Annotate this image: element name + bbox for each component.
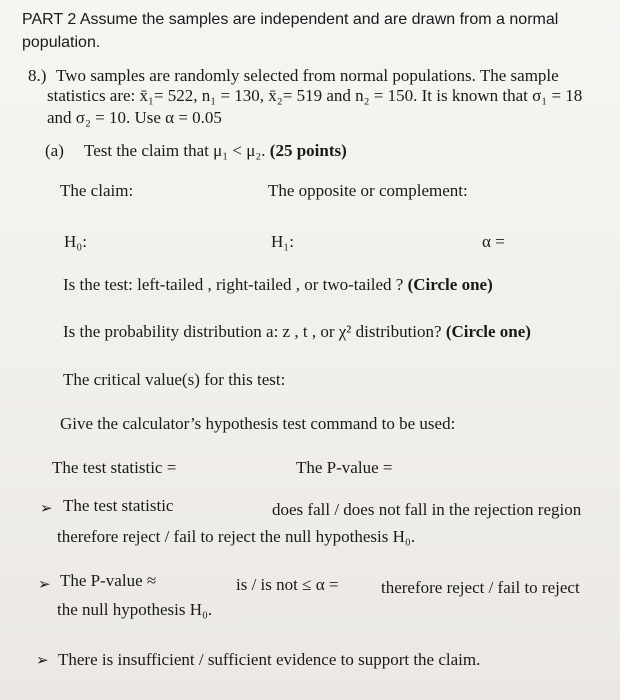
critical-value-prompt: The critical value(s) for this test:: [63, 370, 286, 389]
part-a-label: (a): [45, 141, 64, 160]
problem-number: 8.): [28, 66, 47, 85]
bullet-arrow-icon: ➢: [36, 651, 49, 669]
bullet-arrow-icon: ➢: [38, 575, 51, 593]
conclusion2-end: therefore reject / fail to reject: [381, 578, 580, 597]
part-a-claim: Test the claim that μ₁ < μ₂.: [84, 141, 266, 160]
distribution-question-text: Is the probability distribution a: z , t , or χ² distribution?: [63, 322, 442, 341]
part-header-line1: PART 2 Assume the samples are independent and are drawn from a normal: [22, 11, 559, 28]
conclusion2-mid: is / is not ≤ α =: [236, 575, 339, 594]
claim-label: The claim:: [60, 181, 134, 200]
conclusion1-line2: therefore reject / fail to reject the null hypothesis H₀.: [57, 527, 416, 546]
tail-question-text: Is the test: left-tailed , right-tailed , or two-tailed ?: [63, 275, 404, 294]
alpha-label: α =: [482, 232, 505, 251]
problem-line2: statistics are: x̄₁= 522, n₁ = 130, x̄₂= 519 and n₂ = 150. It is known that σ₁ = 18: [47, 86, 583, 105]
p-value-prompt: The P-value =: [296, 458, 393, 477]
problem-line3: and σ₂ = 10. Use α = 0.05: [47, 108, 222, 127]
part-header-line2: population.: [22, 34, 101, 51]
problem-line1: Two samples are randomly selected from normal populations. The sample: [56, 66, 559, 85]
complement-label: The opposite or complement:: [268, 181, 468, 200]
distribution-question: [63, 322, 531, 342]
conclusion1-lead: The test statistic: [63, 496, 174, 515]
h1-label: H₁:: [271, 232, 294, 251]
tail-circle-one: (Circle one): [407, 275, 493, 294]
conclusion1-options: does fall / does not fall in the rejection region: [272, 500, 582, 519]
tail-question: [63, 275, 493, 295]
conclusion2-lead: The P-value ≈: [60, 571, 157, 590]
h0-label: H₀:: [64, 232, 87, 251]
part-a-points: (25 points): [269, 141, 347, 160]
conclusion2-line2: the null hypothesis H₀.: [57, 600, 213, 619]
conclusion3-text: There is insufficient / sufficient evidence to support the claim.: [58, 650, 481, 669]
bullet-arrow-icon: ➢: [40, 499, 53, 517]
calculator-command-prompt: Give the calculator’s hypothesis test command to be used:: [60, 414, 456, 433]
test-statistic-prompt: The test statistic =: [52, 458, 177, 477]
distribution-circle-one: (Circle one): [445, 322, 531, 341]
part-a-text: [84, 141, 347, 161]
